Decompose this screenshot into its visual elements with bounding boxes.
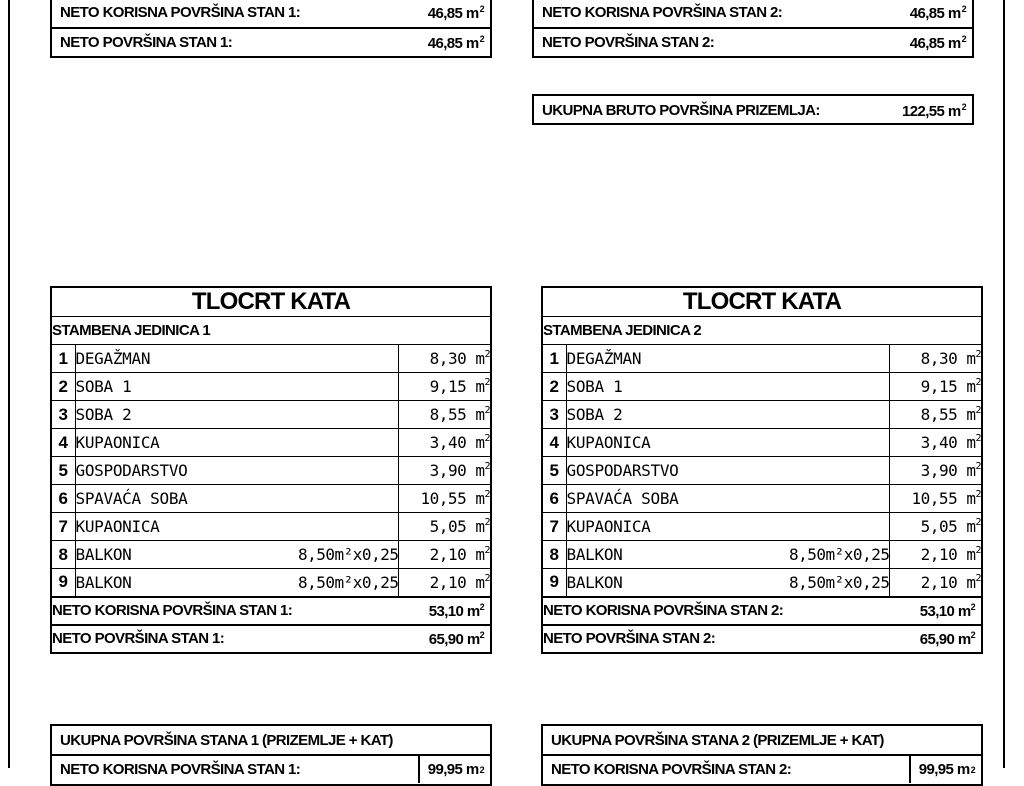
room-area: 5,05 $m^2$ (890, 513, 982, 541)
row-value: 46,85 $m^2$ (909, 3, 966, 22)
room-name: BALKON (75, 541, 279, 569)
room-area: 9,15 $m^2$ (890, 373, 982, 401)
row-value: 122,55 $m^2$ (902, 101, 966, 120)
room-area: 8,55 $m^2$ (399, 401, 491, 429)
table-row (542, 401, 982, 429)
table-row (51, 485, 491, 513)
room-number: 4 (542, 429, 566, 457)
row-value: 46,85 $m^2$ (427, 33, 484, 52)
room-area: 8,30 $m^2$ (890, 345, 982, 373)
room-name: SPAVAĆA SOBA (75, 485, 399, 513)
floor-plan-table-unit-1 (50, 286, 492, 670)
room-area: 3,90 $m^2$ (890, 457, 982, 485)
ground-net-row (52, 27, 490, 56)
room-area: 2,10 $m^2$ (890, 541, 982, 569)
room-number: 4 (51, 429, 75, 457)
room-area: 2,10 $m^2$ (399, 541, 491, 569)
row-label: NETO KORISNA POVRŠINA STAN 2: (551, 761, 792, 778)
unit-name: STAMBENA JEDINICA 2 (542, 317, 982, 345)
table-row (542, 485, 982, 513)
room-number: 9 (51, 569, 75, 597)
room-name: BALKON (75, 569, 279, 597)
row-value: 46,85 $m^2$ (909, 33, 966, 52)
room-area-calc: 8,50m²x0,25 (279, 541, 399, 569)
room-number: 8 (51, 541, 75, 569)
room-area: 2,10 $m^2$ (890, 569, 982, 597)
table-row (51, 401, 491, 429)
net-value: 65,90 $m^2$ (890, 625, 982, 653)
room-area-calc: 8,50m²x0,25 (770, 541, 890, 569)
room-name: KUPAONICA (75, 429, 399, 457)
table-row (51, 345, 491, 373)
row-label: UKUPNA BRUTO POVRŠINA PRIZEMLJA: (542, 102, 820, 119)
unit-name: STAMBENA JEDINICA 1 (51, 317, 491, 345)
total-net-usable-row (52, 754, 490, 783)
room-name: BALKON (566, 569, 770, 597)
room-number: 7 (51, 513, 75, 541)
row-label: NETO POVRŠINA STAN 1: (60, 34, 233, 51)
room-area: 5,05 $m^2$ (399, 513, 491, 541)
total-title-row (52, 726, 490, 754)
room-name: KUPAONICA (75, 513, 399, 541)
ground-summary-stan-2 (532, 0, 974, 58)
total-title: UKUPNA POVRŠINA STANA 2 (PRIZEMLJE + KAT) (551, 731, 884, 749)
room-name: DEGAŽMAN (75, 345, 399, 373)
floor-plan-table-unit-2 (541, 286, 983, 670)
net-usable-row (542, 597, 982, 625)
room-name: KUPAONICA (566, 429, 890, 457)
ground-net-row (534, 27, 972, 56)
net-usable-label: NETO KORISNA POVRŠINA STAN 2: (542, 597, 890, 625)
room-name: BALKON (566, 541, 770, 569)
table-row (51, 457, 491, 485)
ground-summary-stan-1 (50, 0, 492, 58)
room-area: 3,90 $m^2$ (399, 457, 491, 485)
room-name: GOSPODARSTVO (75, 457, 399, 485)
ground-net-usable-row (534, 0, 972, 27)
table-row (542, 541, 982, 569)
total-title: UKUPNA POVRŠINA STANA 1 (PRIZEMLJE + KAT) (60, 731, 393, 749)
row-label: NETO POVRŠINA STAN 2: (542, 34, 715, 51)
room-number: 6 (542, 485, 566, 513)
row-label: NETO KORISNA POVRŠINA STAN 2: (542, 4, 783, 21)
row-label: NETO KORISNA POVRŠINA STAN 1: (60, 761, 301, 778)
plan-title: TLOCRT KATA (51, 287, 491, 317)
room-area: 10,55 $m^2$ (399, 485, 491, 513)
table-row (51, 373, 491, 401)
total-net-usable-row (543, 754, 981, 783)
room-area-calc: 8,50m²x0,25 (770, 569, 890, 597)
sheet-border-right (1003, 0, 1005, 768)
table-row (542, 513, 982, 541)
net-value: 65,90 $m^2$ (399, 625, 491, 653)
sheet-border-left (8, 0, 10, 768)
row-value: 46,85 $m^2$ (427, 3, 484, 22)
table-row (542, 569, 982, 597)
row-value: 99,95 m 2 (418, 756, 484, 783)
table-row (51, 569, 491, 597)
room-number: 2 (51, 373, 75, 401)
room-name: SOBA 2 (566, 401, 890, 429)
room-name: GOSPODARSTVO (566, 457, 890, 485)
room-area: 10,55 $m^2$ (890, 485, 982, 513)
net-usable-label: NETO KORISNA POVRŠINA STAN 1: (51, 597, 399, 625)
room-number: 7 (542, 513, 566, 541)
room-number: 5 (542, 457, 566, 485)
room-number: 3 (542, 401, 566, 429)
total-area-stan-2 (541, 724, 983, 786)
room-number: 6 (51, 485, 75, 513)
room-area: 8,55 $m^2$ (890, 401, 982, 429)
net-label: NETO POVRŠINA STAN 1: (51, 625, 399, 653)
table-row (542, 373, 982, 401)
total-title-row (543, 726, 981, 754)
ground-gross-total (532, 94, 974, 125)
room-number: 3 (51, 401, 75, 429)
net-row (51, 625, 491, 653)
table-row (542, 457, 982, 485)
room-name: SOBA 1 (566, 373, 890, 401)
net-usable-value: 53,10 $m^2$ (890, 597, 982, 625)
plan-title: TLOCRT KATA (542, 287, 982, 317)
gross-total-row (534, 96, 972, 125)
room-name: DEGAŽMAN (566, 345, 890, 373)
room-name: KUPAONICA (566, 513, 890, 541)
room-name: SOBA 2 (75, 401, 399, 429)
room-number: 2 (542, 373, 566, 401)
room-name: SPAVAĆA SOBA (566, 485, 890, 513)
room-number: 9 (542, 569, 566, 597)
table-row (542, 429, 982, 457)
total-area-stan-1 (50, 724, 492, 786)
room-area: 3,40 $m^2$ (890, 429, 982, 457)
room-name: SOBA 1 (75, 373, 399, 401)
net-label: NETO POVRŠINA STAN 2: (542, 625, 890, 653)
room-area: 8,30 $m^2$ (399, 345, 491, 373)
room-number: 1 (51, 345, 75, 373)
room-area: 3,40 $m^2$ (399, 429, 491, 457)
table-row (51, 429, 491, 457)
table-row (51, 541, 491, 569)
room-number: 1 (542, 345, 566, 373)
room-number: 8 (542, 541, 566, 569)
table-row (51, 513, 491, 541)
row-value: 99,95 m 2 (909, 756, 975, 783)
net-usable-value: 53,10 $m^2$ (399, 597, 491, 625)
ground-net-usable-row (52, 0, 490, 27)
room-area: 9,15 $m^2$ (399, 373, 491, 401)
room-number: 5 (51, 457, 75, 485)
room-area: 2,10 $m^2$ (399, 569, 491, 597)
table-row (542, 345, 982, 373)
room-area-calc: 8,50m²x0,25 (279, 569, 399, 597)
net-usable-row (51, 597, 491, 625)
net-row (542, 625, 982, 653)
row-label: NETO KORISNA POVRŠINA STAN 1: (60, 4, 301, 21)
